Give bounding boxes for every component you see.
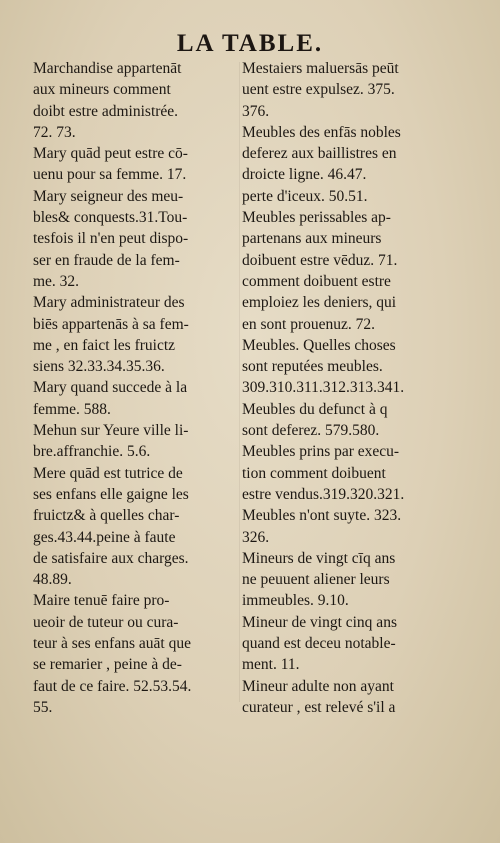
left-column-line: Mary quand succede à la (33, 379, 188, 397)
right-column-line: Mineur de vingt cinq ans (242, 613, 397, 631)
right-column-line: uent estre expulsez. 375. (242, 81, 395, 99)
right-column-line: Mineur adulte non ayant (242, 677, 394, 695)
right-column-line: 376. (242, 102, 270, 120)
right-column-line: perte d'iceux. 50.51. (242, 187, 368, 205)
left-column-line: Mary administrateur des (33, 294, 185, 312)
right-column-line: quand est deceu notable- (242, 635, 396, 653)
page-heading: LA TABLE. (176, 30, 324, 57)
right-column-line: sont deferez. 579.580. (242, 422, 380, 440)
left-column-line: se remarier , peine à de- (33, 656, 182, 674)
left-column (33, 58, 239, 718)
left-column-line: me. 32. (33, 272, 80, 290)
right-column-line: Mestaiers maluersās peūt (242, 60, 399, 77)
left-column-line: Maire tenuē faire pro- (33, 592, 170, 610)
right-column-line: 309.310.311.312.313.341. (242, 379, 405, 397)
left-column-line: Mary quād peut estre cō- (33, 145, 188, 163)
right-column (242, 58, 452, 718)
right-column-line: sont reputées meubles. (242, 358, 383, 376)
left-column-line: bre.affranchie. 5.6. (33, 443, 151, 461)
right-column-line: droicte ligne. 46.47. (242, 166, 367, 184)
left-column-line: ses enfans elle gaigne les (33, 485, 189, 503)
right-column-line: Meubles n'ont suyte. 323. (242, 507, 402, 525)
right-column-line: Meubles du defunct à q (242, 400, 388, 418)
left-column-line: de satisfaire aux charges. (33, 549, 189, 567)
right-column-line: Meubles des enfās nobles (242, 123, 401, 141)
right-column-line: Meubles perissables ap- (242, 209, 391, 227)
left-column-line: faut de ce faire. 52.53.54. (33, 677, 192, 695)
column-gutter (239, 62, 240, 702)
left-column-line: ser en fraude de la fem- (33, 251, 180, 269)
right-column-line: comment doibuent estre (242, 272, 391, 290)
left-column-line: 55. (33, 698, 53, 716)
left-column-line: fruictz& à quelles char- (33, 507, 180, 525)
right-column-line: ment. 11. (242, 656, 300, 674)
left-column-line: tesfois il n'en peut dispo- (33, 230, 189, 248)
right-column-line: estre vendus.319.320.321. (242, 485, 405, 503)
left-column-line: doibt estre administrée. (33, 102, 179, 120)
left-column-line: 72. 73. (33, 123, 76, 141)
left-column-line: me , en faict les fruictz (33, 336, 176, 354)
right-column-line: immeubles. 9.10. (242, 592, 349, 610)
right-column-line: deferez aux baillistres en (242, 145, 397, 163)
left-column-line: Mere quād est tutrice de (33, 464, 183, 482)
left-column-line: ges.43.44.peine à faute (33, 528, 176, 546)
right-column-line: tion comment doibuent (242, 464, 386, 482)
right-column-line: curateur , est relevé s'il a (242, 698, 396, 716)
left-column-line: biēs appartenās à sa fem- (33, 315, 189, 333)
left-column-line: aux mineurs comment (33, 81, 171, 99)
right-column-line: ne peuuent aliener leurs (242, 571, 390, 589)
right-column-line: 326. (242, 528, 270, 546)
right-column-line: Meubles prins par execu- (242, 443, 400, 461)
left-column-line: siens 32.33.34.35.36. (33, 358, 165, 376)
left-column-line: bles& conquests.31.Tou- (33, 209, 188, 227)
left-column-line: Mary seigneur des meu- (33, 187, 184, 205)
left-column-line: uenu pour sa femme. 17. (33, 166, 187, 184)
left-column-line: ueoir de tuteur ou cura- (33, 613, 179, 631)
right-column-line: partenans aux mineurs (242, 230, 382, 248)
left-column-line: Marchandise appartenāt (33, 60, 182, 77)
right-column-line: emploiez les deniers, qui (242, 294, 397, 312)
right-column-line: Meubles. Quelles choses (242, 336, 396, 354)
right-column-line: doibuent estre vēduz. 71. (242, 251, 398, 269)
left-column-line: teur à ses enfans auāt que (33, 635, 191, 653)
left-column-line: Mehun sur Yeure ville li- (33, 422, 189, 440)
left-column-line: femme. 588. (33, 400, 111, 418)
right-column-line: Mineurs de vingt cīq ans (242, 549, 396, 567)
left-column-line: 48.89. (33, 571, 72, 589)
right-column-line: en sont prouenuz. 72. (242, 315, 376, 333)
